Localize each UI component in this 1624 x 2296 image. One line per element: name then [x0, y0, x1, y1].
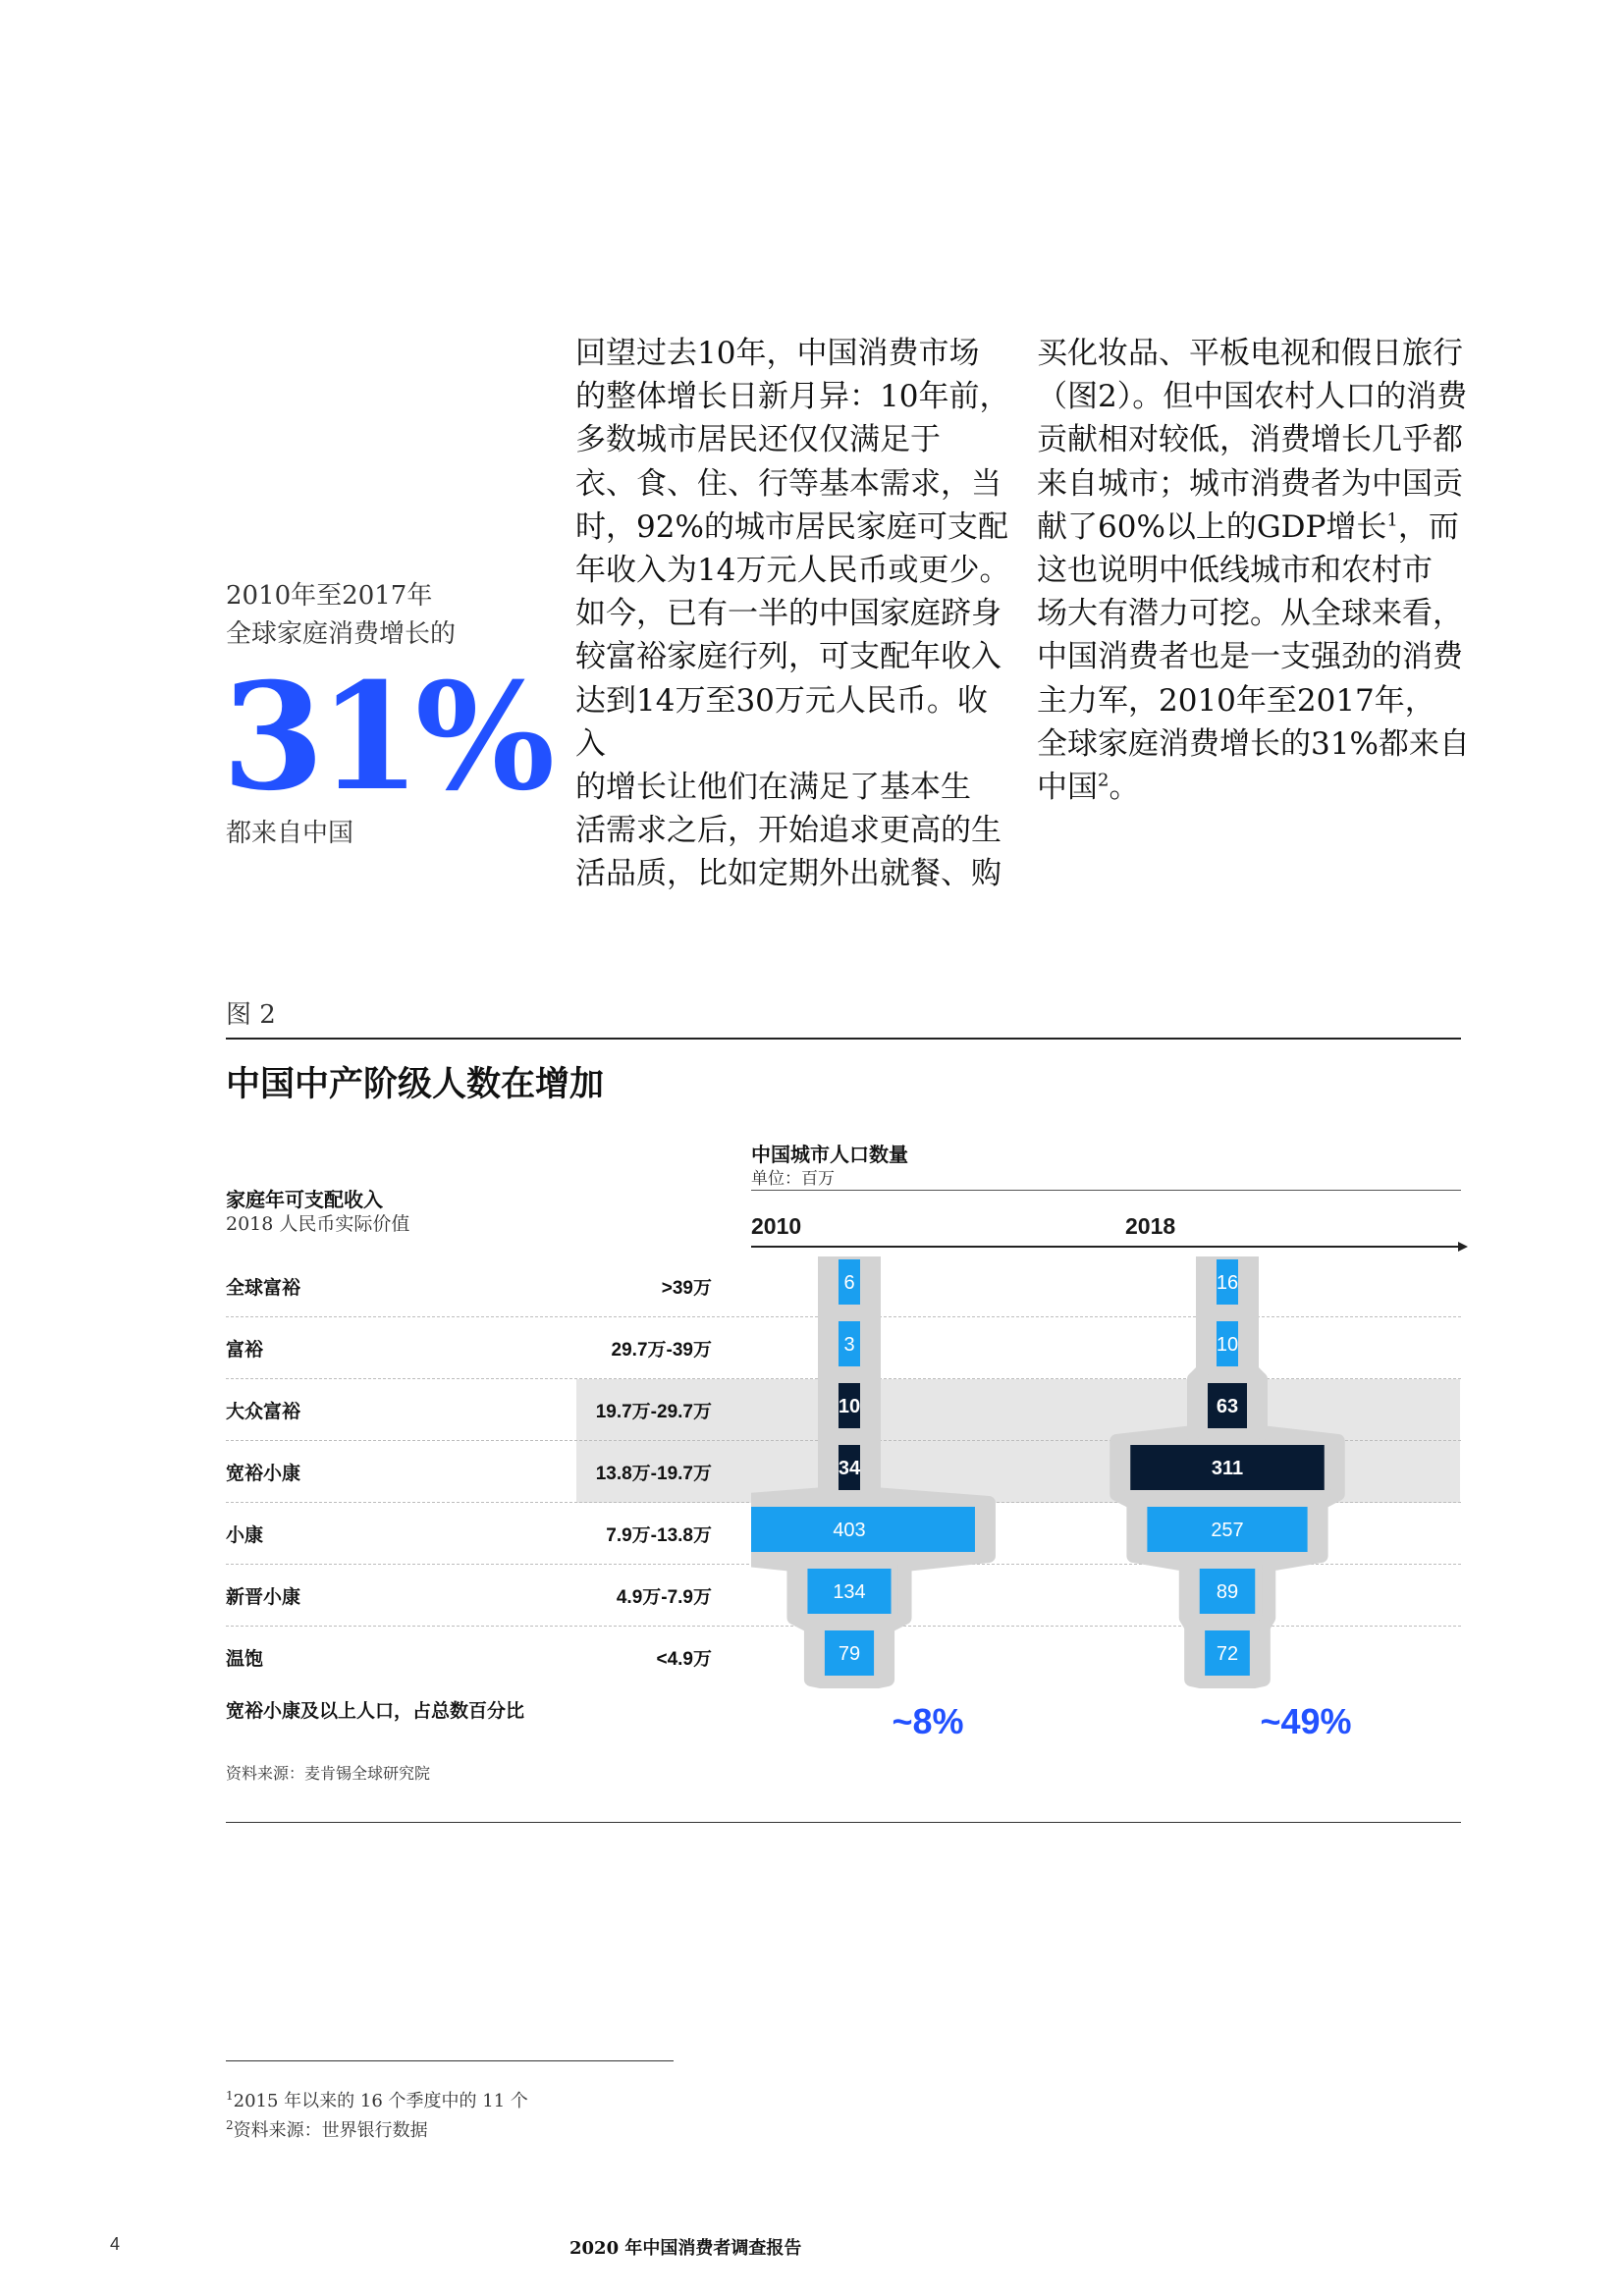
- body-line: 如今，已有一半的中国家庭跻身: [575, 596, 1001, 632]
- footnote-1-text: 2015 年以来的 16 个季度中的 11 个: [233, 2091, 528, 2111]
- footnote-2-mark: 2: [226, 2118, 234, 2132]
- exhibit-source: 资料来源：麦肯锡全球研究院: [226, 1764, 431, 1783]
- body-line: 年收入为14万元人民币或更少。: [575, 553, 1010, 589]
- year-2010-label: 2010: [751, 1213, 802, 1239]
- population-value-label: 403: [833, 1520, 866, 1541]
- body-line: 中国消费者也是一支强劲的消费: [1037, 639, 1463, 675]
- population-value-label: 3: [843, 1334, 855, 1356]
- footnote-ref-1[interactable]: 1: [1386, 509, 1398, 531]
- population-chart: [751, 1256, 1468, 1688]
- population-value-label: 10: [1216, 1334, 1239, 1356]
- body-line: 活品质，比如定期外出就餐、购: [575, 856, 1001, 892]
- body-line: 的增长让他们在满足了基本生: [575, 770, 971, 806]
- population-value-label: 257: [1211, 1520, 1244, 1541]
- tier-label: 全球富裕: [226, 1277, 301, 1299]
- population-value-label: 72: [1216, 1643, 1239, 1665]
- body-line: （图2）。但中国农村人口的消费: [1037, 379, 1468, 415]
- body-column-2: [1037, 332, 1479, 809]
- body-line: 的整体增长日新月异：10年前，: [575, 379, 1010, 415]
- body-line: [1037, 766, 1479, 809]
- tier-label: 富裕: [226, 1339, 264, 1361]
- population-value-label: 10: [838, 1396, 861, 1417]
- population-value-label: 89: [1216, 1581, 1239, 1603]
- tier-label: 新晋小康: [226, 1586, 301, 1608]
- population-value-label: 134: [833, 1581, 866, 1603]
- body-line: 较富裕家庭行列，可支配年收入: [575, 639, 1001, 675]
- body-line: 时，92%的城市居民家庭可支配: [575, 508, 1008, 545]
- body-text: 献了60%以上的GDP增长: [1037, 508, 1387, 545]
- exhibit-bottom-rule: [226, 1822, 1461, 1823]
- body-line: 这也说明中低线城市和农村市: [1037, 553, 1433, 589]
- population-header-rule: [751, 1190, 1461, 1191]
- body-text: 中国: [1037, 770, 1098, 806]
- tier-label: 小康: [226, 1524, 264, 1546]
- callout-big-number: 31%: [222, 651, 550, 824]
- income-header: 家庭年可支配收入: [226, 1188, 383, 1211]
- exhibit-label: 图 2: [226, 1000, 276, 1030]
- population-value-label: 311: [1211, 1458, 1244, 1479]
- footnote-1: [226, 2087, 528, 2112]
- body-text: ，而: [1397, 508, 1459, 545]
- population-unit: 单位：百万: [751, 1169, 835, 1189]
- population-header: 中国城市人口数量: [751, 1143, 908, 1166]
- body-line: 主力军，2010年至2017年，: [1037, 682, 1435, 719]
- body-line: 场大有潜力可挖。从全球来看，: [1037, 596, 1463, 632]
- share-2018: ~49%: [1260, 1701, 1352, 1741]
- body-line: 来自城市；城市消费者为中国贡: [1037, 465, 1463, 502]
- share-label: 宽裕小康及以上人口，占总数百分比: [226, 1700, 525, 1722]
- population-silhouette-2010: [751, 1256, 989, 1687]
- tier-label: 宽裕小康: [226, 1463, 301, 1484]
- body-line: 达到14万至30万元人民币。收入: [575, 682, 988, 762]
- tier-income-range: 13.8万-19.7万: [595, 1464, 712, 1484]
- tier-label: 大众富裕: [226, 1401, 301, 1422]
- body-line: 回望过去10年，中国消费市场: [575, 336, 980, 371]
- income-subheader: 2018 人民币实际价值: [226, 1213, 410, 1235]
- body-line: 活需求之后，开始追求更高的生: [575, 813, 1001, 849]
- footnote-2: [226, 2116, 428, 2142]
- tier-income-range: 29.7万-39万: [611, 1340, 712, 1361]
- tier-income-range: 19.7万-29.7万: [595, 1402, 712, 1422]
- body-line: [1037, 506, 1479, 549]
- tier-income-range: >39万: [661, 1278, 712, 1299]
- body-line: 买化妆品、平板电视和假日旅行: [1037, 336, 1463, 371]
- body-line: 贡献相对较低，消费增长几乎都: [1037, 422, 1463, 458]
- timeline-arrow: [751, 1239, 1470, 1255]
- footnote-1-mark: 1: [226, 2089, 234, 2103]
- tier-income-range: <4.9万: [656, 1649, 712, 1670]
- population-value-label: 63: [1216, 1396, 1239, 1417]
- body-line: 全球家庭消费增长的31%都来自: [1037, 725, 1470, 762]
- callout-line-3: 都来自中国: [226, 819, 354, 848]
- body-line: 多数城市居民还仅仅满足于: [575, 422, 941, 458]
- footnote-rule: [226, 2060, 674, 2061]
- footnote-2-text: 资料来源：世界银行数据: [233, 2120, 428, 2141]
- callout-line-1: 2010年至2017年: [226, 581, 433, 611]
- population-value-label: 16: [1216, 1272, 1239, 1294]
- page-number: 4: [110, 2234, 121, 2254]
- population-value-label: 34: [838, 1458, 861, 1479]
- tier-income-range: 7.9万-13.8万: [606, 1525, 712, 1546]
- exhibit-title: 中国中产阶级人数在增加: [226, 1064, 605, 1104]
- body-line: 衣、食、住、行等基本需求，当: [575, 465, 1001, 502]
- body-column-1: [575, 332, 1017, 896]
- footnote-ref-2[interactable]: 2: [1098, 770, 1110, 791]
- callout-line-2: 全球家庭消费增长的: [226, 619, 457, 649]
- report-title: 2020 年中国消费者调查报告: [569, 2238, 802, 2259]
- year-2018-label: 2018: [1125, 1213, 1176, 1239]
- population-value-label: 79: [838, 1643, 861, 1665]
- exhibit-top-rule: [226, 1038, 1461, 1040]
- population-value-label: 6: [843, 1272, 855, 1294]
- tier-label: 温饱: [226, 1648, 264, 1670]
- tier-income-range: 4.9万-7.9万: [616, 1587, 712, 1608]
- share-2010: ~8%: [892, 1701, 964, 1741]
- body-text: 。: [1109, 770, 1140, 806]
